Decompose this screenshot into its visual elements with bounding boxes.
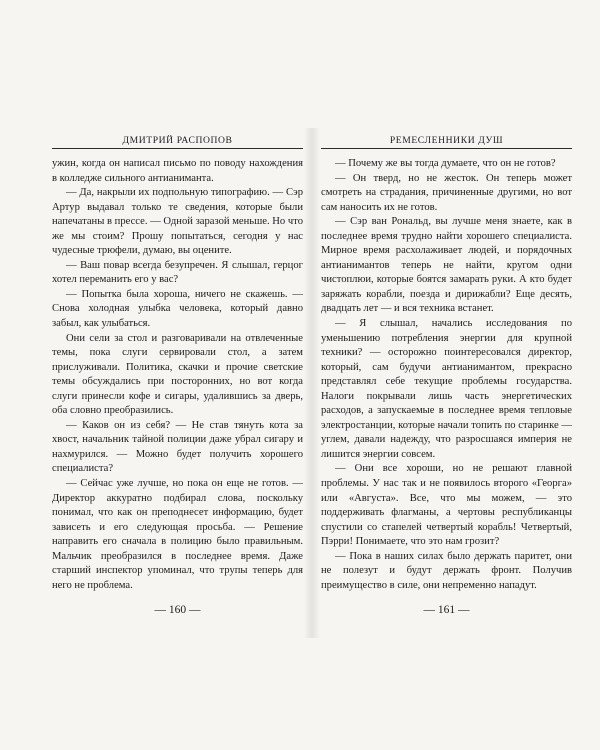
right-page xyxy=(321,134,572,626)
left-page-number: — 160 — xyxy=(154,604,201,616)
right-page-number: — 161 — xyxy=(423,604,470,616)
paragraph: — Ваш повар всегда безупречен. Я слышал, герцог хотел переманить его у вас? xyxy=(52,259,303,286)
paragraph: — Почему же вы тогда думаете, что он не готов? xyxy=(335,158,556,169)
paragraph: — Он тверд, но не жесток. Он теперь может смотреть на страдания, причиненные другими, но вот сам наносить их не готов. xyxy=(321,172,572,213)
paragraph: — Да, накрыли их подпольную типографию. — Сэр Артур выдавал только те сведения, которые были напечатаны в прессе. — Одной заразой меньше. Но что же мы стоим? Прошу попытаться, сегодня у нас чудесные трюфели, думаю, вы оцените. xyxy=(52,187,303,257)
paragraph: — Каков он из себя? — Не став тянуть кота за хвост, начальник тайной полиции даже убрал сигару и нахмурился. — Можно будет получить хорошего специалиста? xyxy=(52,419,303,475)
paragraph: — Сэр ван Рональд, вы лучше меня знаете, как в последнее время трудно найти хорошего специалиста. Мирное время расхолаживает людей, и порядочных антианимантов теперь не найти, кругом одни чистоплюи, которые боятся замарать руки. А кто будет заряжать корабли, поезда и дирижабли? Еще десять, двадцать лет — и вся техника встанет. xyxy=(321,216,572,315)
book-spread xyxy=(52,134,572,626)
left-page xyxy=(52,134,303,626)
right-page-text xyxy=(321,157,572,593)
book-gutter xyxy=(304,128,320,638)
paragraph: — Попытка была хороша, ничего не скажешь. — Снова холодная улыбка человека, который давно забыл, как улыбаться. xyxy=(52,288,303,330)
paragraph: — Я слышал, начались исследования по уменьшению потребления энергии для крупной техники? — осторожно поинтересовался директор, который, сам будучи антианимантом, прекрасно представлял себе текущие проблемы государства. Налоги покрывали лишь часть энергетических расходов, а запускаемые в последнее время тепловые электростанции, которые начали топить по старинке — углем, давали надежду, что разросшаяся империя не лишится энергии совсем. xyxy=(321,318,572,460)
right-running-header: РЕМЕСЛЕННИКИ ДУШ xyxy=(321,134,572,149)
paragraph: — Сейчас уже лучше, но пока он еще не готов. — Директор аккуратно подбирал слова, поскольку понимал, что как он преподнесет информацию, будет зависеть и его следующая просьба. — Решение направить его сначала в полицию было правильным. Мальчик преобразился в последнее время. Даже старший инспектор упоминал, что трупы теперь для него не проблема. xyxy=(52,478,303,591)
left-page-text xyxy=(52,157,303,593)
paragraph: Они сели за стол и разговаривали на отвлеченные темы, пока слуги сервировали стол, а затем прислуживали. Политика, скачки и прочие светские темы обсуждались при посторонних, но вот когда слуги принесли кофе и сигары, удалившись за дверь, оба словно преобразились. xyxy=(52,332,303,417)
paragraph: — Они все хороши, но не решают главной проблемы. У нас так и не появилось второго «Георга» или «Августа». Все, что мы можем, — это поддерживать флагманы, а чертовы республиканцы спустили со стапелей четвертый корабль! Четвертый, Пэрри! Понимаете, что это нам грозит? xyxy=(321,463,572,548)
left-running-header: ДМИТРИЙ РАСПОПОВ xyxy=(52,134,303,149)
paragraph: ужин, когда он написал письмо по поводу нахождения в колледже сильного антианиманта. xyxy=(52,158,303,184)
paragraph: — Пока в наших силах было держать паритет, они не полезут и будут держать фронт. Получив преимущество в силе, они непременно нападут. xyxy=(321,550,572,591)
